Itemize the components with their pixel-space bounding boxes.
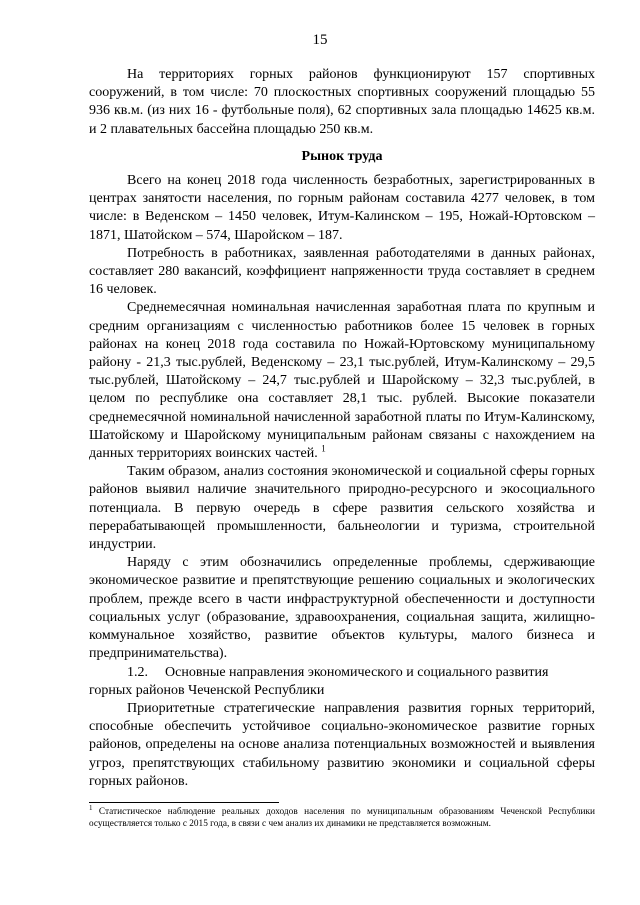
footnote-mark: 1 (89, 803, 93, 812)
paragraph-analysis-summary: Таким образом, анализ состояния экономической и социальной сферы горных районов выявил наличие значительного природно-ресурсного и экосоциального потенциала. В первую очередь в сфере развития сельского хозяйства и перерабатывающей промышленности, бальнеологии и туризма, строительной индустрии. (89, 464, 595, 553)
footnote-text: Статистическое наблюдение реальных доходов населения по муниципальным образованиям Чеченской Республики осуществляется только с 2015 года, в связи с чем анализ их динамики не представляется возможным. (89, 807, 595, 829)
page-number: 15 (312, 32, 328, 48)
paragraph-priorities: Приоритетные стратегические направления развития горных территорий, способные обеспечить устойчивое социально-экономическое развитие горных районов, определены на основе анализа потенциальных возможностей и выявления угроз, препятствующих стабильному развитию экономики и социальной сферы горных районов. (89, 700, 595, 789)
paragraph-vacancies: Потребность в работниках, заявленная работодателями в данных районах, составляет 280 вакансий, коэффициент напряженности труда составляет в среднем 16 человек. (89, 245, 595, 298)
document-body (89, 66, 595, 791)
paragraph-wages-text: Среднемесячная номинальная начисленная заработная плата по крупным и средним организациям с численностью работников более 15 человек в горных районах на конец 2018 года составила по Ножай-Юртовскому муниципальному району - 21,3 тыс.рублей, Веденскому – 23,1 тыс.рублей, Итум-Калинскому – 29,5 тыс.рублей, Шатойскому – 24,7 тыс.рублей и Шаройскому – 32,3 тыс.рублей, в целом по республике она составляет 28,1 тыс. рублей. Высокие показатели среднемесячной номинальной начисленной заработной платы по Итум-Калинскому, Шатойскому и Шаройскому муниципальным районам связаны с нахождением на данных территориях воинских частей. (89, 300, 595, 462)
footnote-divider (89, 802, 279, 803)
subsection-number: 1.2. (127, 664, 148, 680)
subsection-title: Основные направления экономического и социального развития горных районов Чеченской Республики (89, 664, 549, 698)
section-heading-labor-market: Рынок труда (301, 148, 383, 164)
footnote (89, 803, 595, 830)
paragraph-wages (89, 299, 595, 463)
paragraph-sports-facilities: На территориях горных районов функционируют 157 спортивных сооружений, в том числе: 70 плоскостных спортивных сооружений площадью 55 936 кв.м. (из них 16 - футбольные поля), 62 спортивных зала площадью 14625 кв.м. и 2 плавательных бассейна площадью 250 кв.м. (89, 67, 595, 137)
subsection-heading (89, 664, 595, 700)
paragraph-unemployment: Всего на конец 2018 года численность безработных, зарегистрированных в центрах занятости населения, по горным районам составила 4277 человек, в том числе: в Веденском – 1450 человек, Итум-Калинском – 195, Ножай-Юртовском – 1871, Шатойском – 574, Шаройском – 187. (89, 173, 595, 243)
footnote-reference[interactable]: 1 (321, 443, 326, 454)
paragraph-problems: Наряду с этим обозначились определенные проблемы, сдерживающие экономическое развитие и препятствующие решению социальных и экологических проблем, прежде всего в части инфраструктурной обеспеченности и доступности социальных услуг (образование, здравоохранения, социальная защита, жилищно-коммунальное хозяйство, развитие объектов культуры, малого бизнеса и предпринимательства). (89, 555, 595, 662)
